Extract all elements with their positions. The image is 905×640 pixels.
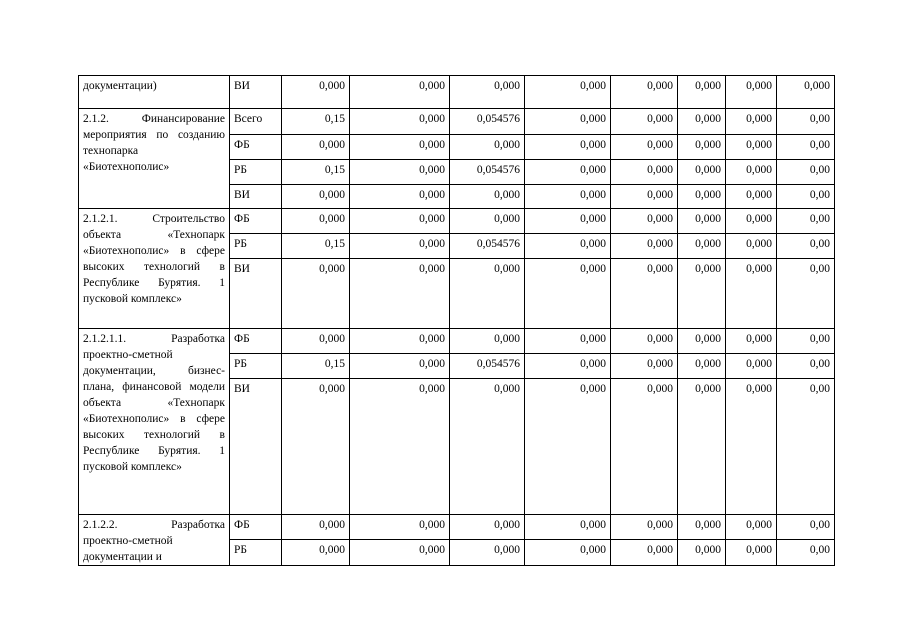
amount-cell: 0,000	[525, 540, 611, 566]
funding-source-cell: ВИ	[230, 379, 282, 515]
amount-cell: 0,000	[525, 234, 611, 259]
amount-cell: 0,000	[450, 540, 525, 566]
amount-cell: 0,000	[777, 76, 835, 109]
amount-cell: 0,00	[777, 109, 835, 135]
amount-cell: 0,000	[282, 185, 350, 209]
amount-cell: 0,15	[282, 234, 350, 259]
amount-cell: 0,15	[282, 160, 350, 185]
amount-cell: 0,00	[777, 540, 835, 566]
amount-cell: 0,000	[611, 379, 678, 515]
amount-cell: 0,000	[282, 540, 350, 566]
funding-source-cell: РБ	[230, 234, 282, 259]
amount-cell: 0,000	[350, 379, 450, 515]
amount-cell: 0,000	[450, 329, 525, 354]
amount-cell: 0,000	[678, 329, 726, 354]
amount-cell: 0,000	[450, 76, 525, 109]
amount-cell: 0,000	[282, 135, 350, 160]
funding-source-cell: ВИ	[230, 76, 282, 109]
amount-cell: 0,000	[726, 259, 777, 329]
amount-cell: 0,000	[611, 135, 678, 160]
amount-cell: 0,000	[726, 109, 777, 135]
amount-cell: 0,000	[450, 515, 525, 540]
amount-cell: 0,000	[525, 209, 611, 234]
funding-source-cell: РБ	[230, 540, 282, 566]
amount-cell: 0,000	[611, 234, 678, 259]
amount-cell: 0,000	[726, 135, 777, 160]
amount-cell: 0,000	[726, 329, 777, 354]
funding-source-cell: ВИ	[230, 259, 282, 329]
amount-cell: 0,000	[525, 135, 611, 160]
amount-cell: 0,000	[450, 185, 525, 209]
table-row	[79, 329, 835, 354]
table-row	[79, 109, 835, 135]
amount-cell: 0,00	[777, 234, 835, 259]
funding-source-cell: РБ	[230, 160, 282, 185]
amount-cell: 0,000	[678, 234, 726, 259]
amount-cell: 0,000	[282, 329, 350, 354]
amount-cell: 0,000	[282, 76, 350, 109]
amount-cell: 0,000	[350, 515, 450, 540]
amount-cell: 0,00	[777, 259, 835, 329]
amount-cell: 0,000	[611, 185, 678, 209]
measure-name-cell: документации)	[79, 76, 230, 109]
amount-cell: 0,000	[350, 259, 450, 329]
amount-cell: 0,00	[777, 185, 835, 209]
amount-cell: 0,054576	[450, 160, 525, 185]
amount-cell: 0,000	[726, 209, 777, 234]
amount-cell: 0,000	[282, 259, 350, 329]
amount-cell: 0,00	[777, 354, 835, 379]
amount-cell: 0,00	[777, 379, 835, 515]
amount-cell: 0,00	[777, 329, 835, 354]
amount-cell: 0,000	[282, 515, 350, 540]
measure-name-cell: 2.1.2.1. Строительство объекта «Технопарк «Биотехнополис» в сфере высоких технологий в Республике Бурятия. 1 пусковой комплекс»	[79, 209, 230, 329]
funding-source-cell: РБ	[230, 354, 282, 379]
amount-cell: 0,000	[450, 135, 525, 160]
amount-cell: 0,000	[525, 515, 611, 540]
amount-cell: 0,000	[611, 209, 678, 234]
funding-source-cell: Всего	[230, 109, 282, 135]
amount-cell: 0,000	[611, 329, 678, 354]
amount-cell: 0,000	[611, 540, 678, 566]
amount-cell: 0,000	[525, 76, 611, 109]
amount-cell: 0,000	[726, 185, 777, 209]
amount-cell: 0,000	[350, 185, 450, 209]
amount-cell: 0,000	[678, 185, 726, 209]
measure-name-cell: 2.1.2.1.1. Разработка проектно-сметной документации, бизнес-плана, финансовой модели объекта «Технопарк «Биотехнополис» в сфере высоких технологий в Республике Бурятия. 1 пусковой комплекс»	[79, 329, 230, 515]
table-row	[79, 76, 835, 109]
table-row	[79, 209, 835, 234]
amount-cell: 0,000	[525, 185, 611, 209]
amount-cell: 0,000	[525, 109, 611, 135]
amount-cell: 0,000	[726, 234, 777, 259]
amount-cell: 0,054576	[450, 234, 525, 259]
amount-cell: 0,000	[350, 354, 450, 379]
amount-cell: 0,000	[282, 379, 350, 515]
amount-cell: 0,000	[350, 109, 450, 135]
amount-cell: 0,000	[678, 540, 726, 566]
amount-cell: 0,000	[678, 515, 726, 540]
funding-source-cell: ФБ	[230, 329, 282, 354]
amount-cell: 0,000	[350, 209, 450, 234]
amount-cell: 0,000	[678, 379, 726, 515]
amount-cell: 0,00	[777, 135, 835, 160]
amount-cell: 0,000	[678, 135, 726, 160]
amount-cell: 0,000	[678, 76, 726, 109]
amount-cell: 0,000	[726, 515, 777, 540]
table-row	[79, 515, 835, 540]
amount-cell: 0,000	[350, 135, 450, 160]
amount-cell: 0,15	[282, 109, 350, 135]
amount-cell: 0,000	[450, 379, 525, 515]
amount-cell: 0,000	[450, 209, 525, 234]
amount-cell: 0,000	[678, 209, 726, 234]
amount-cell: 0,000	[611, 160, 678, 185]
amount-cell: 0,000	[678, 109, 726, 135]
funding-source-cell: ВИ	[230, 185, 282, 209]
amount-cell: 0,000	[611, 259, 678, 329]
amount-cell: 0,000	[282, 209, 350, 234]
amount-cell: 0,15	[282, 354, 350, 379]
amount-cell: 0,000	[678, 160, 726, 185]
amount-cell: 0,000	[350, 329, 450, 354]
amount-cell: 0,000	[525, 259, 611, 329]
funding-source-cell: ФБ	[230, 135, 282, 160]
financing-table	[78, 75, 835, 566]
amount-cell: 0,000	[350, 540, 450, 566]
amount-cell: 0,000	[726, 76, 777, 109]
amount-cell: 0,000	[350, 234, 450, 259]
measure-name-cell: 2.1.2. Финансирование мероприятия по созданию технопарка «Биотехнополис»	[79, 109, 230, 209]
amount-cell: 0,00	[777, 209, 835, 234]
funding-source-cell: ФБ	[230, 515, 282, 540]
amount-cell: 0,00	[777, 160, 835, 185]
amount-cell: 0,000	[350, 160, 450, 185]
amount-cell: 0,000	[726, 354, 777, 379]
amount-cell: 0,000	[525, 160, 611, 185]
amount-cell: 0,000	[726, 379, 777, 515]
amount-cell: 0,000	[525, 354, 611, 379]
amount-cell: 0,000	[611, 76, 678, 109]
amount-cell: 0,00	[777, 515, 835, 540]
amount-cell: 0,000	[611, 515, 678, 540]
amount-cell: 0,000	[525, 329, 611, 354]
amount-cell: 0,054576	[450, 109, 525, 135]
measure-name-cell: 2.1.2.2. Разработка проектно-сметной документации и	[79, 515, 230, 566]
amount-cell: 0,000	[678, 354, 726, 379]
amount-cell: 0,000	[678, 259, 726, 329]
amount-cell: 0,000	[611, 354, 678, 379]
amount-cell: 0,000	[726, 160, 777, 185]
amount-cell: 0,000	[350, 76, 450, 109]
amount-cell: 0,000	[525, 379, 611, 515]
amount-cell: 0,000	[450, 259, 525, 329]
amount-cell: 0,054576	[450, 354, 525, 379]
amount-cell: 0,000	[726, 540, 777, 566]
amount-cell: 0,000	[611, 109, 678, 135]
funding-source-cell: ФБ	[230, 209, 282, 234]
